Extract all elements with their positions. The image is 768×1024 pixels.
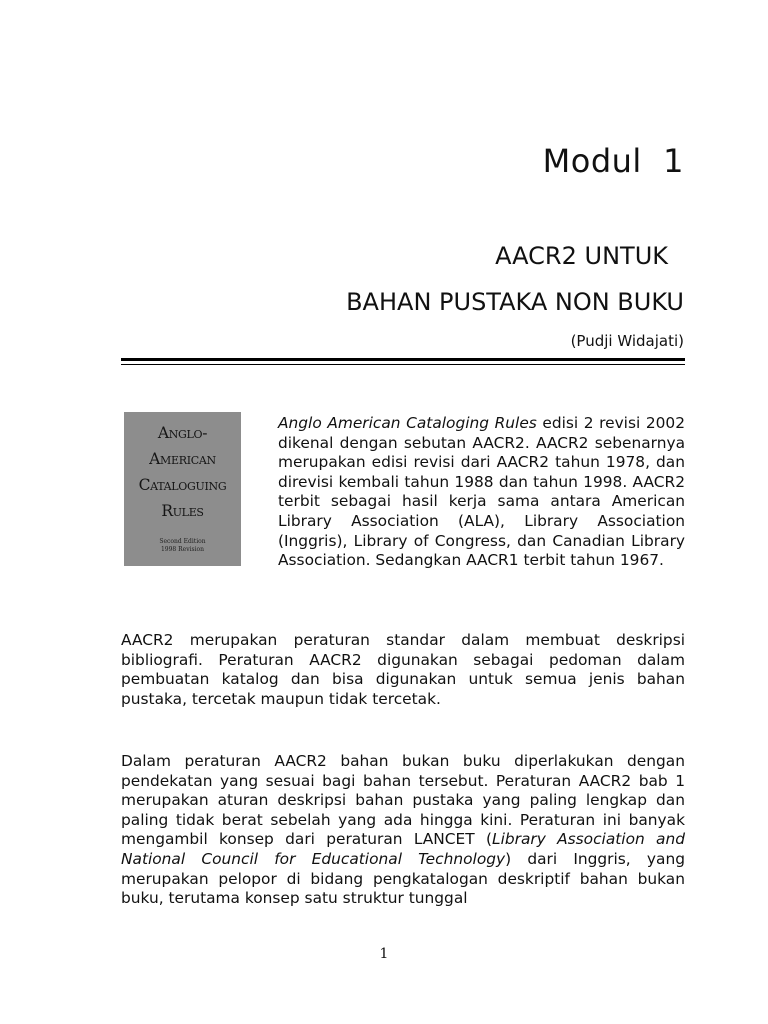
cover-title-line: Cataloguing xyxy=(138,476,227,494)
book-title-italic: Anglo American Cataloging Rules xyxy=(278,414,537,432)
cover-title-line: American xyxy=(149,450,216,468)
thin-rule xyxy=(121,364,685,365)
lancet-italic: Library Association and National Council for Educational Technology xyxy=(121,830,686,868)
paragraph-intro-text: edisi 2 revisi 2002 dikenal dengan sebutan AACR2. AACR2 sebenarnya merupakan edisi revisi dari AACR2 tahun 1978, dan direvisi kembali tahun 1988 dan tahun 1998. AACR2 terbit sebagai hasil kerja sama antara American Library Association (ALA), Library Association (Inggris), Library of Congress, dan Canadian Library Association. Sedangkan AACR1 terbit tahun 1967. xyxy=(278,414,685,570)
author: (Pudji Widajati) xyxy=(570,332,684,350)
title-line-1: AACR2 UNTUK xyxy=(495,242,668,270)
paragraph-3-text-a: Dalam peraturan AACR2 bahan bukan buku diperlakukan dengan pendekatan yang sesuai bagi bahan tersebut. Peraturan AACR2 bab 1 merupakan aturan deskripsi bahan pustaka yang paling lengkap dan paling tidak berat sebelah yang ada hingga kini. Peraturan ini banyak mengambil konsep dari peraturan LANCET ( xyxy=(121,752,685,849)
paragraph-3 xyxy=(121,752,685,909)
cover-edition-line: 1998 Revision xyxy=(160,546,205,553)
thick-rule xyxy=(121,358,685,361)
cover-title-line: Anglo- xyxy=(157,424,208,442)
title-line-2: BAHAN PUSTAKA NON BUKU xyxy=(346,288,684,316)
paragraph-2: AACR2 merupakan peraturan standar dalam membuat deskripsi bibliografi. Peraturan AACR2 digunakan sebagai pedoman dalam pembuatan katalog dan bisa digunakan untuk semua jenis bahan pustaka, tercetak maupun tidak tercetak. xyxy=(121,631,685,708)
cover-edition-line: Second Edition xyxy=(159,538,206,545)
module-heading: Modul 1 xyxy=(542,142,684,180)
cover-float-spacer xyxy=(121,414,278,590)
paragraph-intro xyxy=(121,414,685,590)
page-number: 1 xyxy=(379,946,389,962)
cover-title-line: Rules xyxy=(161,502,204,520)
paragraph-3-text-b: ) dari Inggris, yang merupakan pelopor di bidang pengkatalogan deskriptif bahan bukan buku, terutama konsep satu struktur tunggal xyxy=(121,849,685,908)
